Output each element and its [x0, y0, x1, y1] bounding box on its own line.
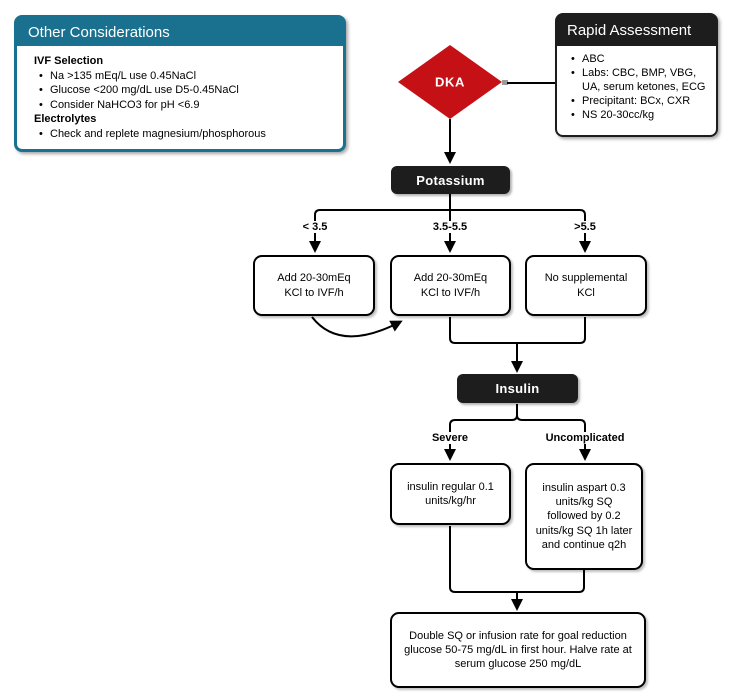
potassium-condition-normal: 3.5-5.5 — [430, 221, 470, 233]
insulin-condition-severe: Severe — [429, 432, 471, 444]
potassium-condition-high: >5.5 — [571, 221, 599, 233]
other-considerations-panel — [14, 15, 346, 152]
rapid-assessment-list — [566, 52, 710, 122]
potassium-condition-low: < 3.5 — [300, 221, 331, 233]
list-item: • ABC — [571, 52, 710, 66]
electrolytes-list — [34, 127, 335, 142]
connector-potassium-right-branch — [450, 210, 585, 250]
electrolytes-heading: Electrolytes — [34, 113, 97, 125]
connector-kcl-loop-arrow — [312, 317, 400, 336]
ivf-selection-heading: IVF Selection — [34, 55, 104, 67]
kcl-high-action-box: No supplemental KCl — [525, 255, 647, 316]
titration-goal-box: Double SQ or infusion rate for goal reduction glucose 50-75 mg/dL in first hour. Halve rate at serum glucose 250 mg/dL — [390, 612, 646, 688]
list-item: • Consider NaHCO3 for pH <6.9 — [39, 98, 335, 113]
rapid-assessment-panel — [555, 13, 718, 137]
connector-severe-merge — [450, 526, 517, 592]
connector-insulin-uncomplicated-branch — [517, 404, 585, 458]
ivf-selection-list — [34, 69, 335, 113]
kcl-normal-action-box: Add 20-30mEq KCl to IVF/h — [390, 255, 511, 316]
list-item: • Labs: CBC, BMP, VBG, UA, serum ketones, ECG — [571, 66, 710, 94]
dka-start-label: DKA — [435, 74, 465, 90]
insulin-node: Insulin — [457, 374, 578, 403]
insulin-uncomplicated-action-box: insulin aspart 0.3 units/kg SQ followed by 0.2 units/kg SQ 1h later and continue q2h — [525, 463, 643, 570]
list-item: • Na >135 mEq/L use 0.45NaCl — [39, 69, 335, 84]
list-item: • Glucose <200 mg/dL use D5-0.45NaCl — [39, 83, 335, 98]
connector-insulin-severe-branch — [450, 404, 517, 458]
insulin-severe-action-box: insulin regular 0.1 units/kg/hr — [390, 463, 511, 525]
other-considerations-title: Other Considerations — [17, 18, 343, 46]
list-item: • Check and replete magnesium/phosphorous — [39, 127, 335, 142]
connector-kcl-mid-merge — [450, 317, 517, 343]
rapid-assessment-title: Rapid Assessment — [557, 15, 716, 46]
connector-kcl-right-merge — [517, 317, 585, 343]
list-item: • Precipitant: BCx, CXR — [571, 94, 710, 108]
kcl-low-action-box: Add 20-30mEq KCl to IVF/h — [253, 255, 375, 316]
potassium-node: Potassium — [391, 166, 510, 194]
list-item: • NS 20-30cc/kg — [571, 108, 710, 122]
other-considerations-body — [17, 46, 343, 147]
rapid-assessment-body — [557, 46, 716, 128]
insulin-condition-uncomplicated: Uncomplicated — [543, 432, 628, 444]
connector-uncomplicated-merge — [517, 570, 584, 592]
